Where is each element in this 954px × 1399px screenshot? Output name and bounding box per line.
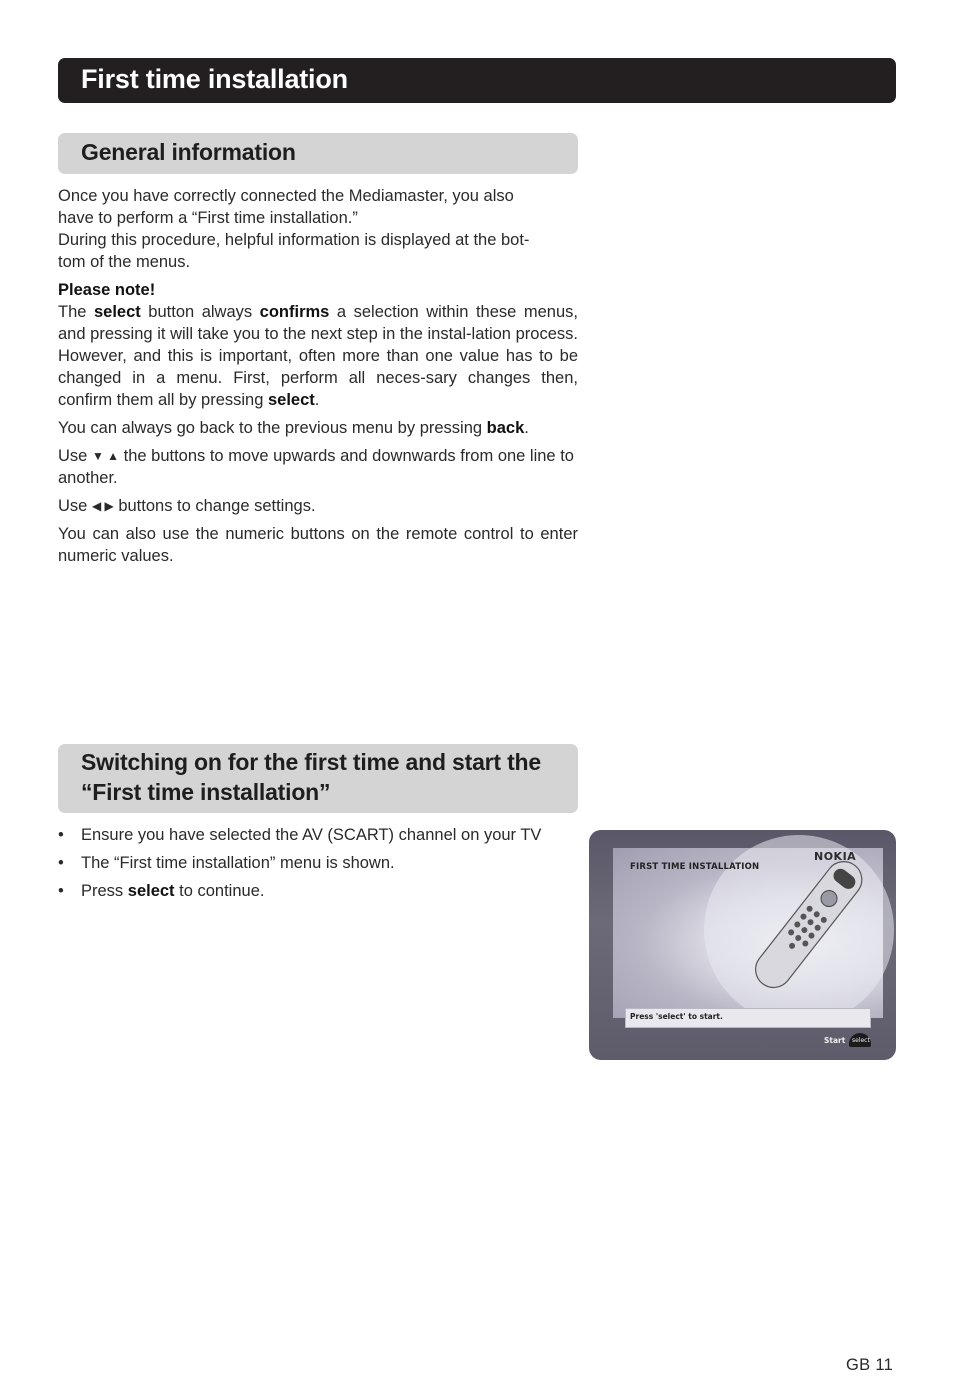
note-paragraph: The select button always confirms a selection within these menus, and pressing it will take you to the next step in the instal-lation process. However, and this is important, often more than one value has to be changed in a menu. First, perform all neces-sary changes then, confirm them all by pressing select. (58, 303, 578, 409)
note-heading: Please note! (58, 281, 156, 299)
bullet: • (58, 854, 64, 872)
list-item: • Press select to continue. (58, 882, 265, 900)
leftright-paragraph: Use ◀ ▶ buttons to change settings. (58, 497, 316, 515)
hint-text: Press 'select' to start. (630, 1012, 723, 1021)
list-item: • Ensure you have selected the AV (SCART) channel on your TV (58, 826, 542, 844)
section-heading-general (58, 133, 578, 174)
hint-bar (625, 1008, 871, 1028)
steps-list (58, 824, 583, 908)
bullet: • (58, 826, 64, 844)
text-line: Once you have correctly connected the Mediamaster, you also (58, 187, 514, 205)
general-text (58, 185, 578, 567)
intro-paragraph (58, 185, 578, 273)
bullet: • (58, 882, 64, 900)
tv-screenshot (589, 830, 896, 1060)
numeric-paragraph: You can also use the numeric buttons on the remote control to enter numeric values. (58, 525, 578, 565)
left-right-arrow-icon: ◀ ▶ (91, 499, 114, 513)
list-item: • The “First time installation” menu is shown. (58, 854, 395, 872)
screen-title: FIRST TIME INSTALLATION (630, 862, 760, 872)
select-button-label: select (852, 1037, 870, 1044)
text-line: During this procedure, helpful information is displayed at the bot- (58, 231, 530, 249)
down-up-arrow-icon: ▼ ▲ (91, 449, 120, 463)
start-label: Start (824, 1036, 846, 1045)
text-line: tom of the menus. (58, 253, 191, 271)
section-heading-switching (58, 744, 578, 813)
brand-logo: NOKIA (814, 850, 857, 863)
back-paragraph: You can always go back to the previous menu by pressing back. (58, 419, 529, 437)
page-title: First time installation (81, 64, 348, 94)
section-title: Switching on for the first time and start the “First time installation” (81, 749, 541, 805)
section-title: General information (81, 139, 296, 165)
updown-paragraph: Use ▼ ▲ the buttons to move upwards and downwards from one line to another. (58, 447, 574, 487)
page-title-bar (58, 58, 896, 103)
text-line: have to perform a “First time installation.” (58, 209, 358, 227)
page-number: GB 11 (846, 1356, 894, 1374)
